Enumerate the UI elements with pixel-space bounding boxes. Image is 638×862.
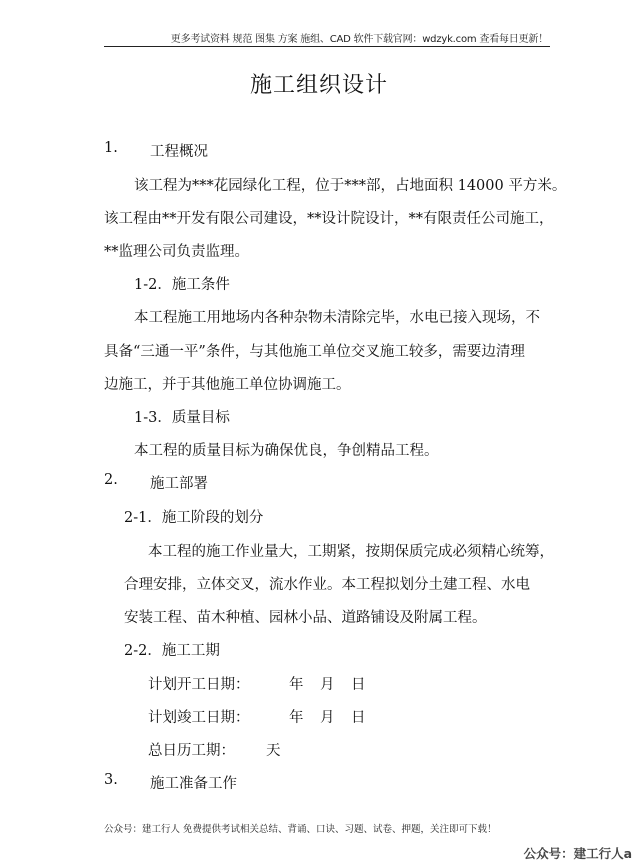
section-heading-2 xyxy=(104,472,208,492)
paragraph-line: 安装工程、苗木种植、园林小品、道路铺设及附属工程。 xyxy=(124,610,487,626)
day-label: 日 xyxy=(351,677,366,693)
paragraph-line: 该工程由**开发有限公司建设，**设计院设计，**有限责任公司施工， xyxy=(104,211,554,227)
days-unit: 天 xyxy=(266,743,281,759)
section-heading-3 xyxy=(104,772,237,792)
document-title: 施工组织设计 xyxy=(249,73,388,98)
paragraph-line: 该工程为***花园绿化工程，位于***部，占地面积 14000 平方米。 xyxy=(134,178,567,194)
paragraph-line: 合理安排，立体交叉，流水作业。本工程拟划分土建工程、水电 xyxy=(124,577,530,593)
year-label: 年 xyxy=(289,677,304,693)
subsection-heading-1-2: 1-2．施工条件 xyxy=(134,277,230,293)
paragraph-line: 本工程的施工作业量大，工期紧，按期保质完成必须精心统筹， xyxy=(148,544,554,560)
section-number: 1. xyxy=(104,140,118,156)
paragraph-line: 具备“三通一平”条件，与其他施工单位交叉施工较多，需要边清理 xyxy=(104,344,525,360)
schedule-start-row xyxy=(148,673,366,694)
day-label: 日 xyxy=(351,710,366,726)
start-date-label: 计划开工日期： xyxy=(148,677,250,693)
subsection-heading-2-1: 2-1．施工阶段的划分 xyxy=(124,510,264,526)
section-heading-1 xyxy=(104,140,208,160)
paragraph-line: 本工程的质量目标为确保优良，争创精品工程。 xyxy=(134,443,439,459)
section-title: 工程概况 xyxy=(150,144,208,160)
paragraph-line: 本工程施工用地场内各种杂物未清除完毕，水电已接入现场，不 xyxy=(134,310,540,326)
section-number: 2. xyxy=(104,472,118,488)
section-title: 施工准备工作 xyxy=(150,776,237,792)
month-label: 月 xyxy=(320,710,335,726)
wechat-watermark: 公众号：建工行人a xyxy=(523,846,632,861)
paragraph-line: **监理公司负责监理。 xyxy=(104,244,249,260)
schedule-total-row xyxy=(148,739,281,760)
header-text: 更多考试资料 规范 图集 方案 施组、CAD 软件下载官网：wdzyk.com 查看每日更新！ xyxy=(170,34,548,45)
schedule-end-row xyxy=(148,706,366,727)
paragraph-line: 边施工，并于其他施工单位协调施工。 xyxy=(104,377,351,393)
subsection-heading-1-3: 1-3．质量目标 xyxy=(134,410,230,426)
header-divider xyxy=(104,46,550,47)
subsection-heading-2-2: 2-2．施工工期 xyxy=(124,643,220,659)
end-date-label: 计划竣工日期： xyxy=(148,710,250,726)
total-duration-label: 总日历工期： xyxy=(148,743,235,759)
year-label: 年 xyxy=(289,710,304,726)
footer-text: 公众号：建工行人 免费提供考试相关总结、背诵、口诀、习题、试卷、押题，关注即可下载！ xyxy=(104,824,497,835)
section-number: 3. xyxy=(104,772,118,788)
month-label: 月 xyxy=(320,677,335,693)
section-title: 施工部署 xyxy=(150,476,208,492)
